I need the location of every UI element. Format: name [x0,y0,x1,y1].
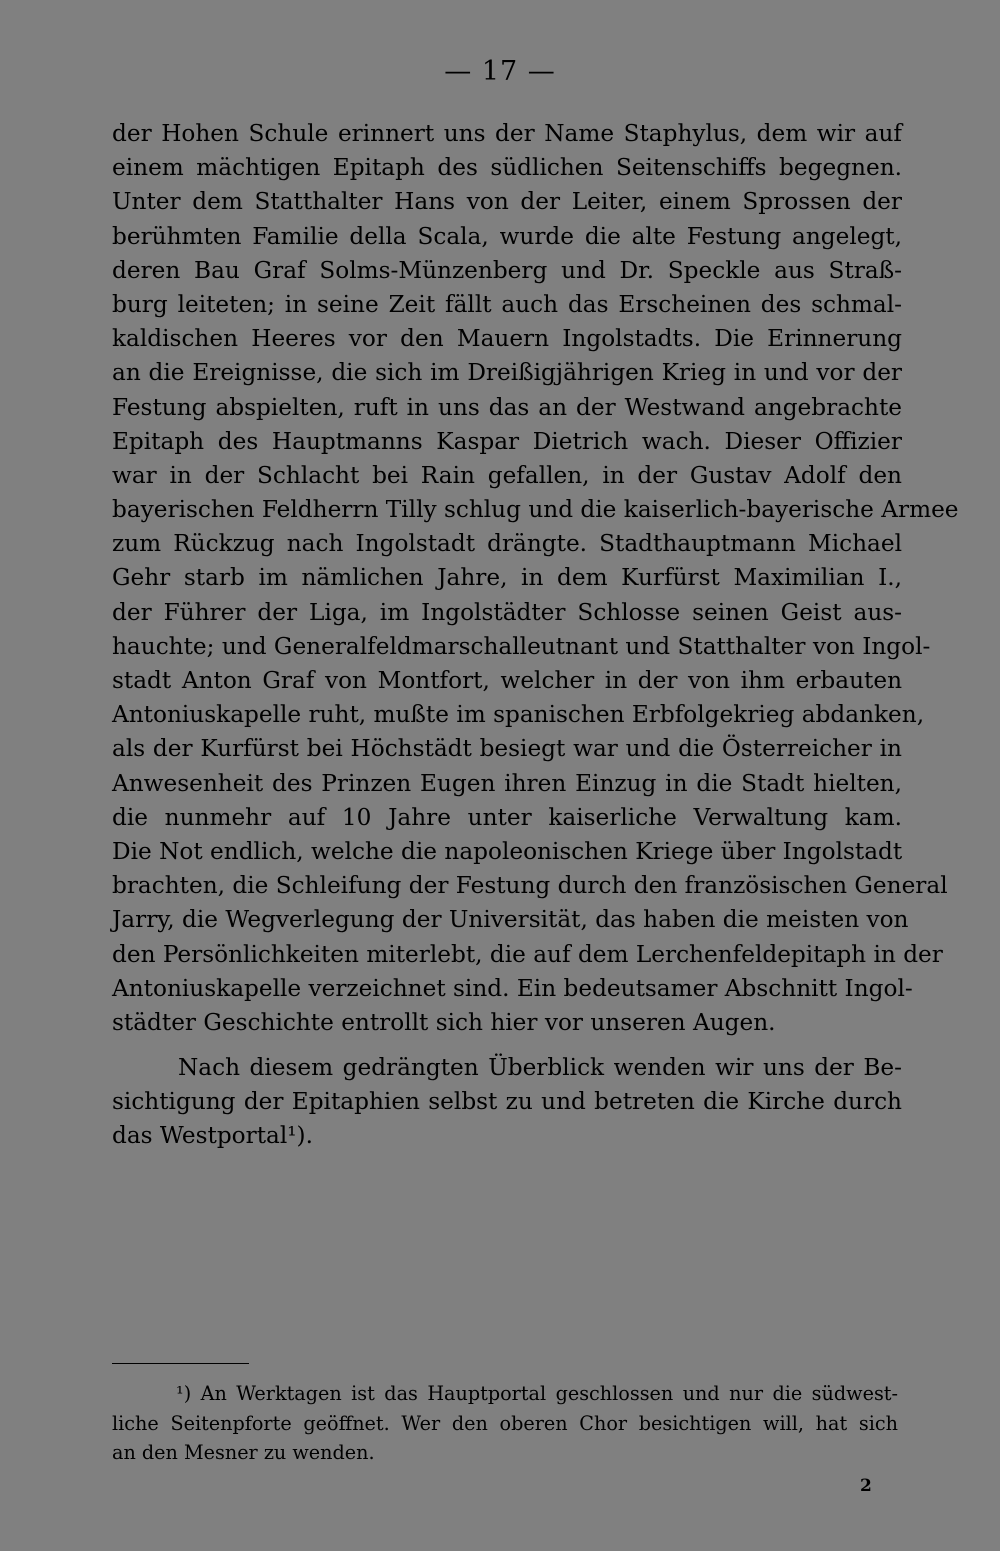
text-line: bayerischen Feldherrn Tilly schlug und die kaiserlich-bayerische Armee [112,496,959,524]
text-line: berühmten Familie della Scala, wurde die alte Festung angelegt, [112,222,902,250]
page-number: — 17 — [444,56,556,87]
text-line: Antoniuskapelle verzeichnet sind. Ein bedeutsamer Abschnitt Ingol- [112,974,913,1002]
text-line: Nach diesem gedrängten Überblick wenden wir uns der Be- [178,1054,902,1082]
text-line: Unter dem Statthalter Hans von der Leiter, einem Sprossen der [112,188,902,216]
text-line: burg leiteten; in seine Zeit fällt auch das Erscheinen des schmal- [112,290,902,318]
text-line: Epitaph des Hauptmanns Kaspar Dietrich wach. Dieser Offizier [112,427,902,455]
paragraph-gap [112,1040,902,1051]
text-line: der Führer der Liga, im Ingolstädter Schlosse seinen Geist aus- [112,598,902,626]
text-line: zum Rückzug nach Ingolstadt drängte. Stadthauptmann Michael [112,530,902,558]
text-line: brachten, die Schleifung der Festung durch den französischen General [112,872,948,900]
footnote-line: an den Mesner zu wenden. [112,1441,375,1464]
text-line: Festung abspielten, ruft in uns das an der Westwand angebrachte [112,393,902,421]
text-line: Antoniuskapelle ruht, mußte im spanischen Erbfolgekrieg abdanken, [112,701,925,729]
text-line: Die Not endlich, welche die napoleonischen Kriege über Ingolstadt [112,837,903,865]
text-line: die nunmehr auf 10 Jahre unter kaiserliche Verwaltung kam. [112,803,902,831]
body-text [112,117,959,1154]
text-line: Jarry, die Wegverlegung der Universität, das haben die meisten von [112,906,909,934]
text-line: der Hohen Schule erinnert uns der Name Staphylus, dem wir auf [112,120,902,147]
footnote [112,1379,898,1468]
footnote-line: ¹) An Werktagen ist das Hauptportal geschlossen und nur die südwest- [176,1382,898,1405]
text-line: sichtigung der Epitaphien selbst zu und betreten die Kirche durch [112,1088,902,1116]
text-line: als der Kurfürst bei Höchstädt besiegt war und die Österreicher in [112,735,902,763]
text-line: Anwesenheit des Prinzen Eugen ihren Einzug in die Stadt hielten, [112,769,902,797]
footnote-line: liche Seitenpforte geöffnet. Wer den oberen Chor besichtigen will, hat sich [112,1411,898,1435]
text-line: städter Geschichte entrollt sich hier vor unseren Augen. [112,1008,776,1036]
text-line: an die Ereignisse, die sich im Dreißigjährigen Krieg in und vor der [112,359,902,387]
text-line: hauchte; und Generalfeldmarschalleutnant und Statthalter von Ingol- [112,632,931,660]
text-line: war in der Schlacht bei Rain gefallen, in der Gustav Adolf den [112,461,902,489]
text-line: das Westportal¹). [112,1122,313,1150]
text-line: den Persönlichkeiten miterlebt, die auf dem Lerchenfeldepitaph in der [112,940,943,968]
text-line: einem mächtigen Epitaph des südlichen Seitenschiffs begegnen. [112,154,902,182]
text-line: Gehr starb im nämlichen Jahre, in dem Kurfürst Maximilian I., [112,564,902,592]
text-line: stadt Anton Graf von Montfort, welcher in der von ihm erbauten [112,667,902,694]
text-line: kaldischen Heeres vor den Mauern Ingolstadts. Die Erinnerung [112,325,902,353]
footnote-separator [112,1363,249,1364]
signature-mark: 2 [860,1476,872,1496]
text-line: deren Bau Graf Solms-Münzenberg und Dr. Speckle aus Straß- [112,256,902,284]
